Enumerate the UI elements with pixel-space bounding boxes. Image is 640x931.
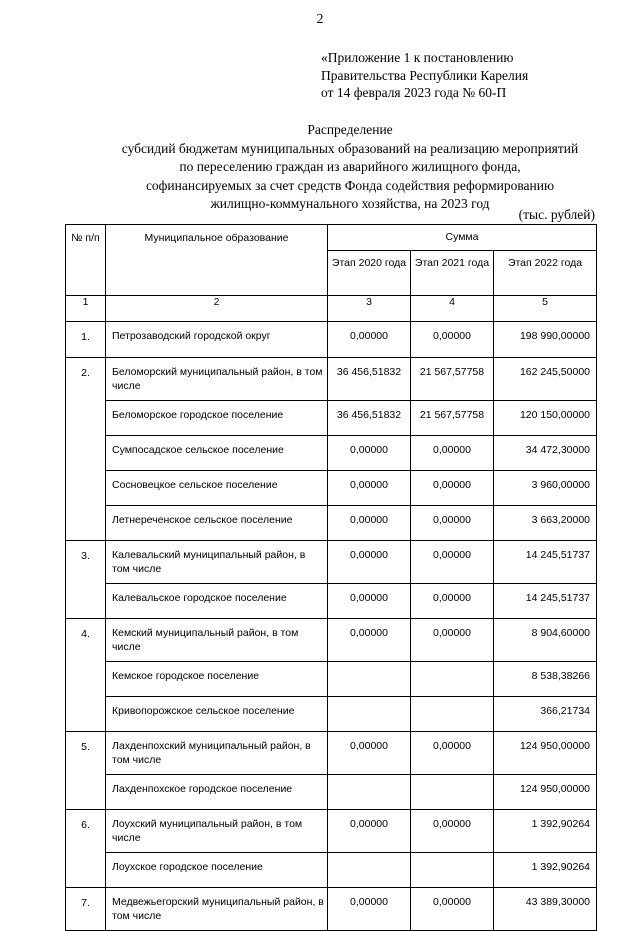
value-2022: 8 904,60000 bbox=[494, 619, 597, 662]
value-2021 bbox=[411, 662, 494, 697]
value-2021: 0,00000 bbox=[411, 506, 494, 541]
table-row bbox=[66, 541, 597, 584]
column-index-row bbox=[66, 296, 597, 322]
header-num: № п/п bbox=[66, 225, 106, 296]
municipality-name: Калевальский муниципальный район, в том числе bbox=[106, 541, 328, 584]
document-title bbox=[60, 121, 640, 214]
value-2022: 1 392,90264 bbox=[494, 853, 597, 888]
municipality-name: Беломорское городское поселение bbox=[106, 401, 328, 436]
value-2021: 0,00000 bbox=[411, 541, 494, 584]
title-line: софинансируемых за счет средств Фонда содействия реформированию bbox=[145, 177, 555, 193]
column-index: 2 bbox=[106, 296, 328, 322]
row-number: 4. bbox=[66, 619, 106, 732]
value-2020: 0,00000 bbox=[328, 322, 411, 358]
column-index: 3 bbox=[328, 296, 411, 322]
header-sum: Сумма bbox=[328, 225, 597, 251]
municipality-name: Кемское городское поселение bbox=[106, 662, 328, 697]
value-2020: 0,00000 bbox=[328, 506, 411, 541]
value-2020: 0,00000 bbox=[328, 732, 411, 775]
row-number: 5. bbox=[66, 732, 106, 810]
value-2020: 36 456,51832 bbox=[328, 401, 411, 436]
appendix-block bbox=[321, 49, 528, 102]
value-2021: 21 567,57758 bbox=[411, 358, 494, 401]
value-2021: 0,00000 bbox=[411, 436, 494, 471]
table-row bbox=[66, 471, 597, 506]
value-2021 bbox=[411, 775, 494, 810]
municipality-name: Лахденпохское городское поселение bbox=[106, 775, 328, 810]
value-2022: 162 245,50000 bbox=[494, 358, 597, 401]
value-2020 bbox=[328, 775, 411, 810]
value-2022: 14 245,51737 bbox=[494, 584, 597, 619]
value-2021: 0,00000 bbox=[411, 810, 494, 853]
value-2022: 43 389,30000 bbox=[494, 888, 597, 931]
value-2022: 124 950,00000 bbox=[494, 775, 597, 810]
row-number: 3. bbox=[66, 541, 106, 619]
table-row bbox=[66, 358, 597, 401]
column-index: 5 bbox=[494, 296, 597, 322]
page-number: 2 bbox=[316, 12, 324, 27]
row-number: 1. bbox=[66, 322, 106, 358]
value-2021: 0,00000 bbox=[411, 619, 494, 662]
value-2022: 34 472,30000 bbox=[494, 436, 597, 471]
table-row bbox=[66, 853, 597, 888]
value-2020: 0,00000 bbox=[328, 619, 411, 662]
value-2021: 0,00000 bbox=[411, 584, 494, 619]
value-2021: 21 567,57758 bbox=[411, 401, 494, 436]
value-2020 bbox=[328, 853, 411, 888]
subsidy-table bbox=[65, 224, 597, 931]
row-number: 6. bbox=[66, 810, 106, 888]
table-row bbox=[66, 697, 597, 732]
appendix-line: «Приложение 1 к постановлению bbox=[321, 50, 514, 65]
table-row bbox=[66, 662, 597, 697]
table-row bbox=[66, 401, 597, 436]
table-row bbox=[66, 322, 597, 358]
value-2022: 198 990,00000 bbox=[494, 322, 597, 358]
value-2020: 0,00000 bbox=[328, 471, 411, 506]
municipality-name: Кривопорожское сельское поселение bbox=[106, 697, 328, 732]
value-2021: 0,00000 bbox=[411, 322, 494, 358]
municipality-name: Петрозаводский городской округ bbox=[106, 322, 328, 358]
municipality-name: Лоухское городское поселение bbox=[106, 853, 328, 888]
value-2022: 366,21734 bbox=[494, 697, 597, 732]
value-2020: 0,00000 bbox=[328, 584, 411, 619]
value-2022: 3 663,20000 bbox=[494, 506, 597, 541]
table-row bbox=[66, 732, 597, 775]
value-2020 bbox=[328, 697, 411, 732]
municipality-name: Кемский муниципальный район, в том числе bbox=[106, 619, 328, 662]
appendix-line: Правительства Республики Карелия bbox=[321, 67, 529, 83]
table-row bbox=[66, 506, 597, 541]
municipality-name: Сумпосадское сельское поселение bbox=[106, 436, 328, 471]
header-stage-2021: Этап 2021 года bbox=[411, 251, 494, 296]
title-line: жилищно-коммунального хозяйства, на 2023 год bbox=[210, 196, 490, 211]
value-2021: 0,00000 bbox=[411, 471, 494, 506]
municipality-name: Сосновецкое сельское поселение bbox=[106, 471, 328, 506]
value-2022: 1 392,90264 bbox=[494, 810, 597, 853]
municipality-name: Лахденпохский муниципальный район, в том числе bbox=[106, 732, 328, 775]
row-number: 7. bbox=[66, 888, 106, 931]
value-2020: 0,00000 bbox=[328, 541, 411, 584]
column-index: 1 bbox=[66, 296, 106, 322]
value-2020: 36 456,51832 bbox=[328, 358, 411, 401]
title-line: по переселению граждан из аварийного жилищного фонда, bbox=[179, 159, 521, 174]
municipality-name: Лоухский муниципальный район, в том числе bbox=[106, 810, 328, 853]
municipality-name: Беломорский муниципальный район, в том числе bbox=[106, 358, 328, 401]
units-label: (тыс. рублей) bbox=[518, 207, 595, 222]
header-municipality: Муниципальное образование bbox=[106, 225, 328, 296]
header-stage-2020: Этап 2020 года bbox=[328, 251, 411, 296]
table-row bbox=[66, 810, 597, 853]
table-row bbox=[66, 775, 597, 810]
value-2021: 0,00000 bbox=[411, 888, 494, 931]
table-row bbox=[66, 888, 597, 931]
value-2021 bbox=[411, 697, 494, 732]
table-row bbox=[66, 584, 597, 619]
value-2022: 3 960,00000 bbox=[494, 471, 597, 506]
appendix-line: от 14 февраля 2023 года № 60-П bbox=[321, 85, 507, 100]
municipality-name: Калевальское городское поселение bbox=[106, 584, 328, 619]
municipality-name: Летнереченское сельское поселение bbox=[106, 506, 328, 541]
title-line: субсидий бюджетам муниципальных образований на реализацию мероприятий bbox=[121, 140, 579, 156]
municipality-name: Медвежьегорский муниципальный район, в том числе bbox=[106, 888, 328, 931]
row-number: 2. bbox=[66, 358, 106, 541]
value-2021 bbox=[411, 853, 494, 888]
title-line: Распределение bbox=[307, 122, 393, 137]
table-row bbox=[66, 619, 597, 662]
value-2022: 124 950,00000 bbox=[494, 732, 597, 775]
value-2022: 120 150,00000 bbox=[494, 401, 597, 436]
value-2021: 0,00000 bbox=[411, 732, 494, 775]
table-row bbox=[66, 436, 597, 471]
value-2020: 0,00000 bbox=[328, 436, 411, 471]
value-2020 bbox=[328, 662, 411, 697]
column-index: 4 bbox=[411, 296, 494, 322]
value-2020: 0,00000 bbox=[328, 810, 411, 853]
value-2020: 0,00000 bbox=[328, 888, 411, 931]
value-2022: 14 245,51737 bbox=[494, 541, 597, 584]
value-2022: 8 538,38266 bbox=[494, 662, 597, 697]
header-stage-2022: Этап 2022 года bbox=[494, 251, 597, 296]
